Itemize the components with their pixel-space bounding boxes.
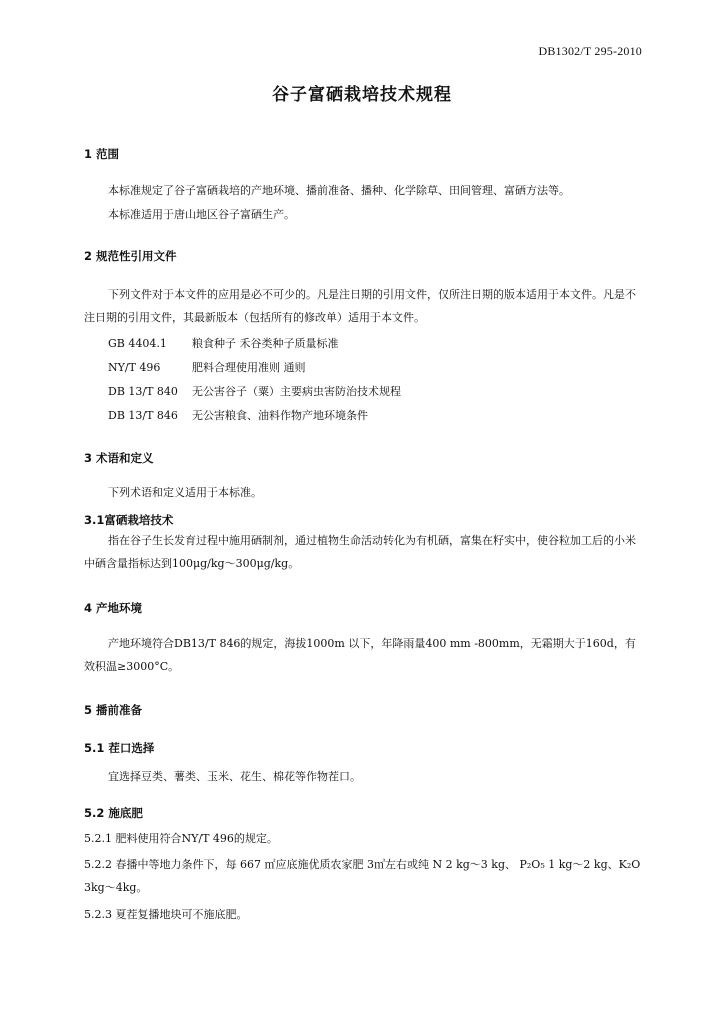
section-4-text: 产地环境符合DB13/T 846的规定，海拔1000m 以下，年降雨量400 mm -800mm，无霜期大于160d，有效积温≥3000°C。 (84, 637, 636, 673)
section-5-2-1-text: 5.2.1 肥料使用符合NY/T 496的规定。 (84, 832, 278, 845)
section-5-1-heading: 5.1 茬口选择 (84, 741, 155, 755)
document-title: 谷子富硒栽培技术规程 (272, 85, 452, 105)
reference-item (108, 383, 401, 399)
section-5-1-text: 宜选择豆类、薯类、玉米、花生、棉花等作物茬口。 (108, 770, 361, 783)
reference-item (108, 359, 306, 375)
reference-code: DB 13/T 840 (108, 385, 178, 398)
reference-title: 肥料合理使用准则 通则 (192, 361, 306, 374)
section-3-1-definition: 指在谷子生长发育过程中施用硒制剂，通过植物生命活动转化为有机硒，富集在籽实中，使谷粒加工后的小米中硒含量指标达到100μg/kg～300μg/kg。 (84, 534, 636, 570)
reference-title: 无公害粮食、油料作物产地环境条件 (192, 409, 368, 422)
reference-code: DB 13/T 846 (108, 409, 178, 422)
section-5-2-heading: 5.2 施底肥 (84, 806, 143, 820)
reference-item (108, 407, 368, 423)
reference-title: 粮食种子 禾谷类种子质量标准 (192, 337, 339, 350)
section-1-paragraph-2: 本标准适用于唐山地区谷子富硒生产。 (108, 208, 295, 221)
section-2-heading: 2 规范性引用文件 (84, 249, 177, 263)
section-3-1-heading: 3.1富硒栽培技术 (84, 513, 174, 527)
reference-code: GB 4404.1 (108, 337, 167, 350)
reference-title: 无公害谷子（粟）主要病虫害防治技术规程 (192, 385, 401, 398)
reference-code: NY/T 496 (108, 361, 161, 374)
section-5-2-2-text: 5.2.2 春播中等地力条件下，每 667 ㎡应底施优质农家肥 3㎥左右或纯 N 2 kg～3 kg、 P₂O₅ 1 kg～2 kg、K₂O 3kg～4kg。 (84, 858, 641, 894)
section-1-paragraph-1: 本标准规定了谷子富硒栽培的产地环境、播前准备、播种、化学除草、田间管理、富硒方法等。 (108, 184, 570, 197)
section-1-heading: 1 范围 (84, 147, 120, 161)
section-3-intro: 下列术语和定义适用于本标准。 (108, 486, 262, 499)
document-number: DB1302/T 295-2010 (538, 44, 642, 58)
reference-item (108, 335, 339, 351)
section-2-intro: 下列文件对于本文件的应用是必不可少的。凡是注日期的引用文件，仅所注日期的版本适用于本文件。凡是不注日期的引用文件，其最新版本（包括所有的修改单）适用于本文件。 (84, 288, 636, 324)
section-5-2-3-text: 5.2.3 夏茬复播地块可不施底肥。 (84, 908, 248, 921)
section-3-heading: 3 术语和定义 (84, 451, 154, 465)
section-5-heading: 5 播前准备 (84, 703, 143, 717)
section-4-heading: 4 产地环境 (84, 601, 143, 615)
